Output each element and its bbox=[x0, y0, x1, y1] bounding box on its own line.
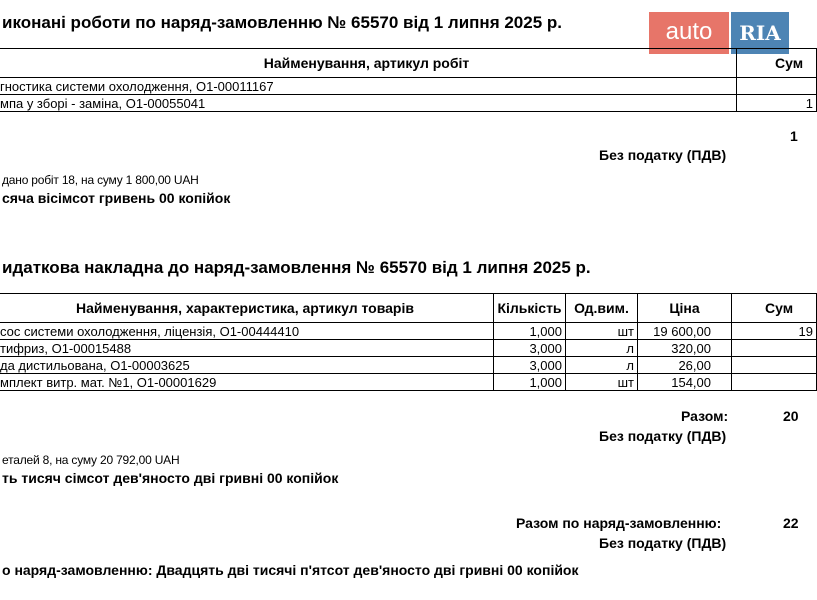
table-row bbox=[0, 78, 817, 95]
goods-row-unit: шт bbox=[566, 323, 638, 340]
goods-row-qty: 3,000 bbox=[494, 357, 566, 374]
watermark-ria: RIA bbox=[731, 12, 789, 54]
goods-row-qty: 3,000 bbox=[494, 340, 566, 357]
goods-row-sum: 19 bbox=[732, 323, 817, 340]
works-row-sum bbox=[737, 78, 817, 95]
goods-total-label: Разом: bbox=[681, 408, 729, 424]
watermark-auto: auto bbox=[649, 12, 729, 54]
goods-header-unit: Од.вим. bbox=[566, 294, 638, 323]
works-row-name: мпа у зборі - заміна, О1-00055041 bbox=[0, 95, 737, 112]
goods-row-sum bbox=[732, 340, 817, 357]
order-tax-label: Без податку (ПДВ) bbox=[599, 535, 727, 551]
goods-row-name: сос системи охолодження, ліцензія, О1-00444410 bbox=[0, 323, 494, 340]
goods-count-text: еталей 8, на суму 20 792,00 UAH bbox=[2, 453, 180, 467]
goods-table bbox=[0, 293, 817, 391]
goods-row-price: 154,00 bbox=[638, 374, 732, 391]
table-row bbox=[0, 340, 817, 357]
goods-title: идаткова накладна до наряд-замовлення № 65570 від 1 липня 2025 р. bbox=[2, 258, 591, 277]
goods-header-row bbox=[0, 294, 817, 323]
goods-total-value: 20 bbox=[783, 408, 799, 424]
goods-words-text: ть тисяч сімсот дев'яносто дві гривні 00 копійок bbox=[2, 470, 339, 486]
goods-row-sum bbox=[732, 357, 817, 374]
goods-header-qty: Кількість bbox=[494, 294, 566, 323]
works-table bbox=[0, 48, 817, 112]
order-total-label: Разом по наряд-замовленню: bbox=[516, 515, 722, 531]
goods-row-sum bbox=[732, 374, 817, 391]
table-row bbox=[0, 357, 817, 374]
goods-header-price: Ціна bbox=[638, 294, 732, 323]
works-tax-label: Без податку (ПДВ) bbox=[599, 147, 727, 163]
table-row bbox=[0, 374, 817, 391]
goods-row-price: 320,00 bbox=[638, 340, 732, 357]
goods-row-name: тифриз, О1-00015488 bbox=[0, 340, 494, 357]
goods-row-unit: л bbox=[566, 340, 638, 357]
order-total-value: 22 bbox=[783, 515, 799, 531]
goods-row-qty: 1,000 bbox=[494, 323, 566, 340]
goods-header-sum: Сум bbox=[732, 294, 817, 323]
works-total-value: 1 bbox=[790, 128, 798, 144]
works-title: иконані роботи по наряд-замовленню № 65570 від 1 липня 2025 р. bbox=[2, 13, 562, 32]
goods-row-name: да дистильована, О1-00003625 bbox=[0, 357, 494, 374]
works-row-sum: 1 bbox=[737, 95, 817, 112]
works-header-sum: Сум bbox=[737, 49, 817, 78]
goods-header-name: Найменування, характеристика, артикул товарів bbox=[0, 294, 494, 323]
goods-row-name: мплект витр. мат. №1, О1-00001629 bbox=[0, 374, 494, 391]
goods-row-price: 26,00 bbox=[638, 357, 732, 374]
goods-row-unit: шт bbox=[566, 374, 638, 391]
table-row bbox=[0, 95, 817, 112]
goods-row-price: 19 600,00 bbox=[638, 323, 732, 340]
goods-tax-label: Без податку (ПДВ) bbox=[599, 428, 727, 444]
works-words-text: сяча вісімсот гривень 00 копійок bbox=[2, 190, 231, 206]
goods-row-unit: л bbox=[566, 357, 638, 374]
works-header-row bbox=[0, 49, 817, 78]
goods-row-qty: 1,000 bbox=[494, 374, 566, 391]
order-words-text: о наряд-замовленню: Двадцять дві тисячі п'ятсот дев'яносто дві гривні 00 копійок bbox=[2, 562, 579, 578]
works-count-text: дано робіт 18, на суму 1 800,00 UAH bbox=[2, 173, 199, 187]
table-row bbox=[0, 323, 817, 340]
works-header-name: Найменування, артикул робіт bbox=[0, 49, 737, 78]
works-row-name: гностика системи охолодження, О1-00011167 bbox=[0, 78, 737, 95]
